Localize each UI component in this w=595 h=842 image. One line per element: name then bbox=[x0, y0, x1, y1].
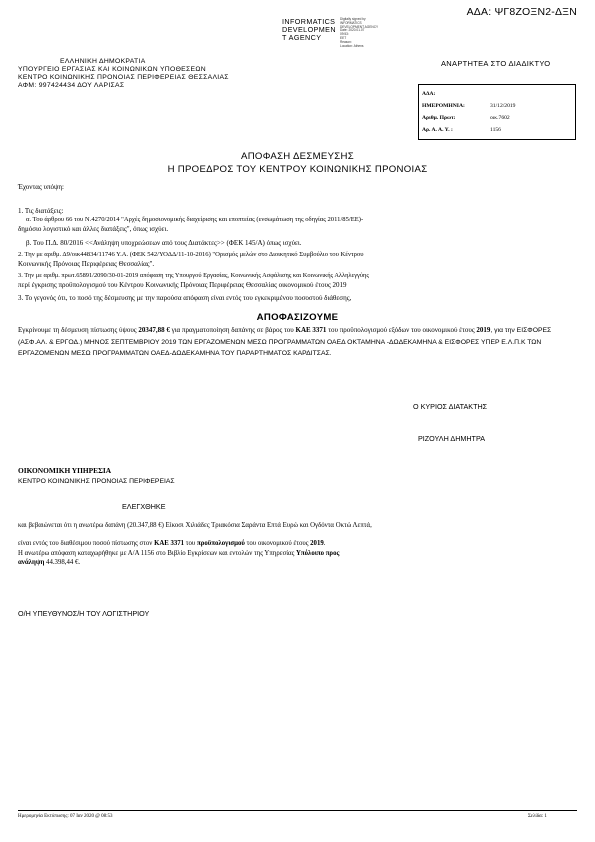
consideration-item: 3. Την με αριθμ. πρωτ.65891/2090/30-01-2019 απόφαση της Υπουργού Εργασίας, Κοινωνικής Ασφάλισης και Κοινωνικής Αλληλεγγύης bbox=[18, 272, 369, 279]
decision-amount: 20347,88 € bbox=[138, 326, 170, 334]
financial-service-subheading: ΚΕΝΤΡΟ ΚΟΙΝΩΝΙΚΗΣ ΠΡΟΝΟΙΑΣ ΠΕΡΙΦΕΡΕΙΑΣ bbox=[18, 478, 175, 485]
considering-label: Έχοντας υπόψη: bbox=[18, 183, 64, 191]
consideration-item: 3. Το γεγονός ότι, το ποσό της δέσμευσης με την παρούσα απόφαση είναι εντός του εγκεκριμένου ποσοστού διάθεσης, bbox=[18, 294, 352, 302]
footer-divider bbox=[18, 810, 577, 811]
consideration-item: α. Του άρθρου 66 του Ν.4270/2014 "Αρχές δημοσιονομικής διαχείρισης και εποπτείας (ενσωμάτωση της οδηγίας 2011/85/ΕΕ)- bbox=[26, 216, 364, 223]
financial-line: και βεβαιώνεται ότι η ανωτέρω δαπάνη (20.347,88 €) Είκοσι Χιλιάδες Τριακόσια Σαράντα Επτά Ευρώ και Ογδόντα Οκτώ Λεπτά, bbox=[18, 522, 372, 529]
consideration-item: δημόσιο λογιστικό και άλλες διατάξεις", όπως ισχύει. bbox=[18, 225, 169, 233]
republic-line: ΕΛΛΗΝΙΚΗ ΔΗΜΟΚΡΑΤΙΑ bbox=[60, 58, 146, 65]
ministry-line: ΥΠΟΥΡΓΕΙΟ ΕΡΓΑΣΙΑΣ ΚΑΙ ΚΟΙΝΩΝΙΚΩΝ ΥΠΟΘΕΣΕΩΝ bbox=[18, 66, 206, 73]
financial-service-heading: ΟΙΚΟΝΟΜΙΚΗ ΥΠΗΡΕΣΙΑ bbox=[18, 466, 112, 475]
decision-kae: ΚΑΕ 3371 bbox=[295, 326, 327, 334]
consideration-item: β. Του Π.Δ. 80/2016 <<Ανάληψη υποχρεώσεων από τους Διατάκτες>> (ΦΕΚ 145/Α) όπως ισχύει. bbox=[26, 239, 302, 247]
financial-line: είναι εντός του διαθέσιμου ποσού πίστωσης στον ΚΑΕ 3371 του προϋπολογισμού του οικονομικού έτους 2019. bbox=[18, 540, 326, 547]
ada-info-box bbox=[418, 84, 576, 140]
consideration-item: 1. Τις διατάξεις: bbox=[18, 207, 64, 215]
signature-agency-name: INFORMATICS DEVELOPMEN T AGENCY bbox=[282, 17, 336, 42]
consideration-item: περί έγκρισης προϋπολογισμού του Κέντρου Κοινωνικής Πρόνοιας Περιφέρειας Θεσσαλίας οικονομικού έτους 2019 bbox=[18, 281, 347, 289]
ada-date-row: ΗΜΕΡΟΜΗΝΙΑ: 31/12/2019 bbox=[422, 103, 516, 109]
decision-paragraph: Εγκρίνουμε τη δέσμευση πίστωσης ύψους 20347,88 € για πραγματοποίηση δαπάνης σε βάρος του ΚΑΕ 3371 του προϋπολογισμού εξόδων του οικονομικού έτους 2019, για την ΕΙΣΦΟΡΕΣ (ΑΣΦ.ΑΛ. & ΕΡΓΟΔ.) ΜΗΝΟΣ ΣΕΠΤΕΜΒΡΙΟΥ 2019 ΤΩΝ ΕΡΓΑΖΟΜΕΝΩΝ ΜΕΣΩ ΠΡΟΓΡΑΜΜΑΤΩΝ ΟΑΕΔ ΟΚΤΑΜΗΝΑ -ΔΩΔΕΚΑΜΗΝΑ & ΕΙΣΦΟΡΕΣ ΥΠΕΡ Ε.Λ.Π.Κ ΤΩΝ ΕΡΓΑΖΟΜΕΝΩΝ ΜΕΣΩ ΠΡΟΓΡΑΜΜΑΤΩΝ ΟΑΕΔ-ΔΩΔΕΚΑΜΗΝΑ ΤΟΥ ΠΑΡΑΡΤΗΜΑΤΟΣ ΚΑΡΔΙΤΣΑΣ. bbox=[18, 326, 552, 358]
signatory-name: ΡΙΖΟΥΛΗ ΔΗΜΗΤΡΑ bbox=[418, 434, 486, 443]
ada-label-row: ΑΔΑ: bbox=[422, 91, 436, 97]
signatory-role: Ο ΚΥΡΙΟΣ ΔΙΑΤΑΚΤΗΣ bbox=[413, 402, 488, 411]
page-number: Σελίδα: 1 bbox=[528, 814, 547, 819]
document-subtitle: Η ΠΡΟΕΔΡΟΣ ΤΟΥ ΚΕΝΤΡΟΥ ΚΟΙΝΩΝΙΚΗΣ ΠΡΟΝΟΙΑΣ bbox=[167, 164, 428, 175]
consideration-item: 2. Την με αριθμ. Δ9/οικ44834/11746 Υ.Α. (ΦΕΚ 542/ΥΟΔΔ/11-10-2016) "Ορισμός μελών στο Διοικητικό Συμβούλιο του Κέντρου bbox=[18, 251, 364, 258]
financial-line: ανάληψη 44.398,44 €. bbox=[18, 559, 81, 566]
accounting-signatory: Ο/Η ΥΠΕΥΘΥΝΟΣ/Η ΤΟΥ ΛΟΓΙΣΤΗΡΙΟΥ bbox=[18, 609, 150, 618]
post-online-notice: ΑΝΑΡΤΗΤΕΑ ΣΤΟ ΔΙΑΔΙΚΤΥΟ bbox=[441, 59, 551, 68]
document-title: ΑΠΟΦΑΣΗ ΔΕΣΜΕΥΣΗΣ bbox=[241, 151, 354, 162]
financial-line: Η ανωτέρω απόφαση καταχωρήθηκε με Α/Α 1156 στο Βιβλίο Εγκρίσεων και εντολών της Υπηρεσίας Υπόλοιπο προς bbox=[18, 550, 340, 557]
ada-aay-row: Αρ. Α. Α. Υ. : 1156 bbox=[422, 127, 501, 133]
signature-details: Digitally signed by INFORMATICS DEVELOPMENT AGENCY Date: 2020.01.07 09:53: EET Reason: Location: Athens bbox=[339, 17, 379, 48]
tax-id-line: ΑΦΜ: 997424434 ΔΟΥ ΛΑΡΙΣΑΣ bbox=[18, 82, 125, 89]
ada-protocol-row: Αριθμ. Πρωτ: οικ.7602 bbox=[422, 115, 510, 121]
checked-stamp: ΕΛΕΓΧΘΗΚΕ bbox=[122, 502, 166, 511]
print-date: Ημερομηνία Εκτύπωσης: 07 Ιαν 2020 @ 08:53 bbox=[18, 814, 113, 819]
government-header bbox=[18, 58, 229, 90]
ada-number-header: ΑΔΑ: ΨΓ8ΖΟΞΝ2-ΔΞΝ bbox=[466, 6, 577, 18]
decide-heading: ΑΠΟΦΑΣΙΖΟΥΜΕ bbox=[256, 312, 339, 323]
center-line: ΚΕΝΤΡΟ ΚΟΙΝΩΝΙΚΗΣ ΠΡΟΝΟΙΑΣ ΠΕΡΙΦΕΡΕΙΑΣ ΘΕΣΣΑΛΙΑΣ bbox=[18, 74, 229, 81]
digital-signature-block bbox=[282, 18, 378, 48]
decision-year: 2019 bbox=[476, 326, 491, 334]
consideration-item: Κοινωνικής Πρόνοιας Περιφέρειας Θεσσαλίας". bbox=[18, 260, 155, 268]
